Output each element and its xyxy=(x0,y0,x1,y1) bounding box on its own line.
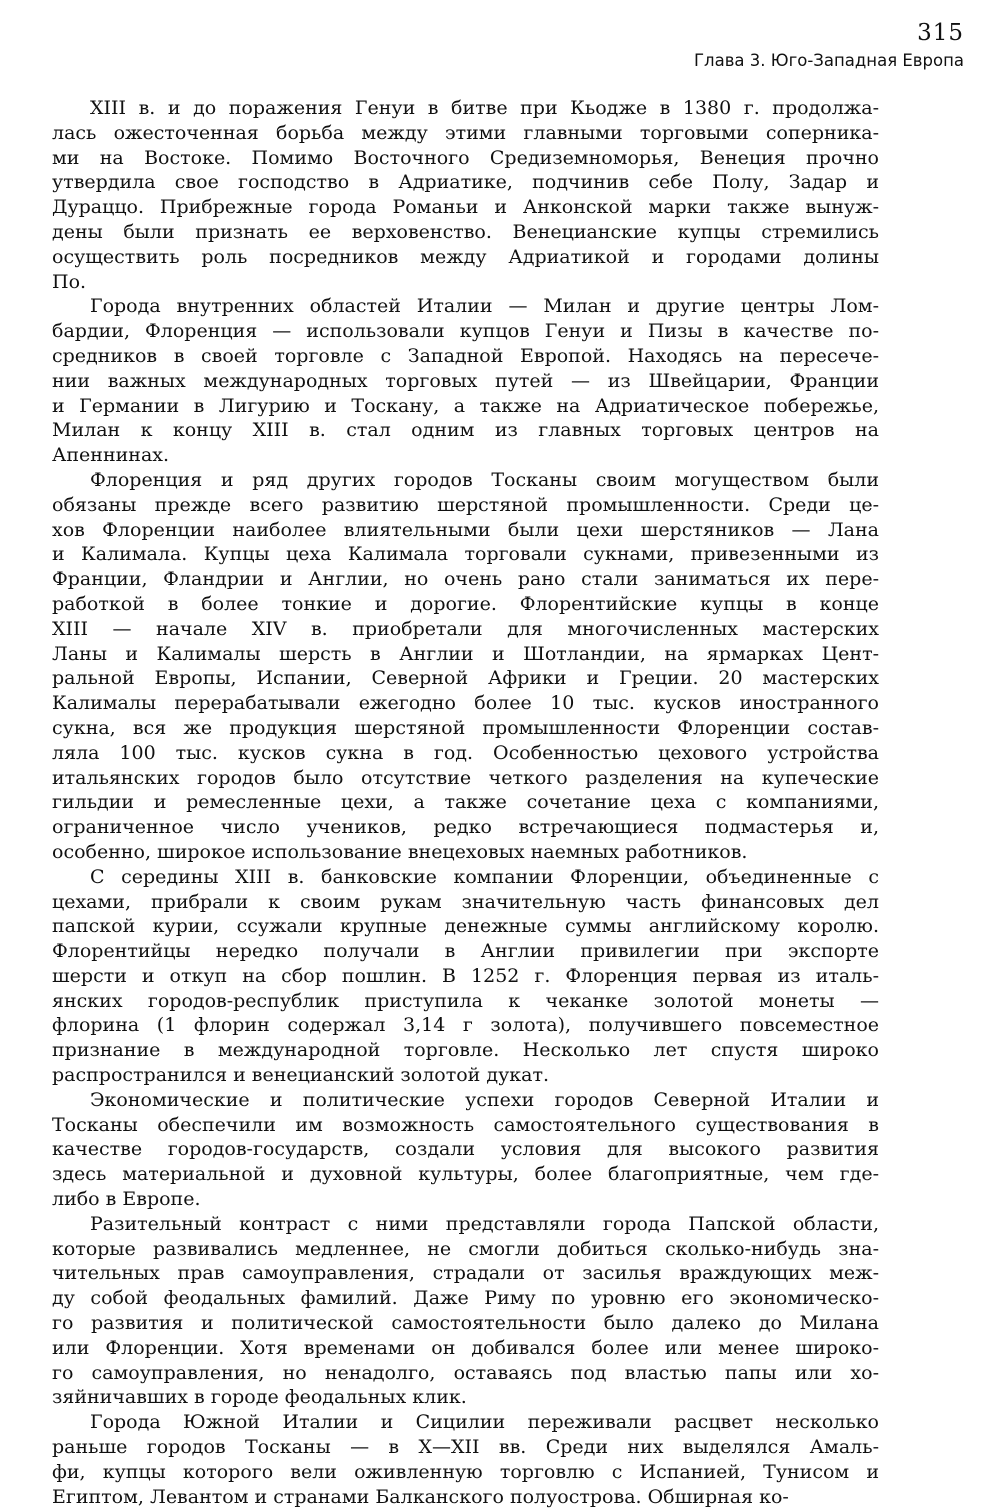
text-line: Города Южной Италии и Сицилии переживали расцвет несколько xyxy=(90,1411,879,1434)
text-line: Ланы и Калималы шерсть в Англии и Шотландии, на ярмарках Цент- xyxy=(52,642,879,665)
page-number: 315 xyxy=(917,20,964,46)
text-line: папской курии, ссужали крупные денежные суммы английскому королю. xyxy=(52,915,879,938)
text-line: качестве городов-государств, создали условия для высокого развития xyxy=(52,1138,879,1161)
text-line: дены были признать ее верховенство. Венецианские купцы стремились xyxy=(52,220,879,243)
text-line: ляла 100 тыс. кусков сукна в год. Особенностью цехового устройства xyxy=(52,741,879,764)
text-line: сукна, вся же продукция шерстяной промышленности Флоренции состав- xyxy=(52,716,879,739)
text-line: цехами, прибрали к своим рукам значительную часть финансовых дел xyxy=(52,890,879,913)
text-line: которые развивались медленнее, не смогли добиться сколько-нибудь зна- xyxy=(52,1237,879,1260)
text-line: здесь материальной и духовной культуры, более благоприятные, чем где- xyxy=(52,1163,879,1186)
paragraph xyxy=(52,1212,879,1410)
text-line: Франции, Фландрии и Англии, но очень рано стали заниматься их пере- xyxy=(52,568,879,591)
text-line: гильдии и ремесленные цехи, а также сочетание цеха с компаниями, xyxy=(52,791,879,814)
text-line: Египтом, Левантом и странами Балканского полуострова. Обширная ко- xyxy=(52,1485,789,1508)
text-line: Экономические и политические успехи городов Северной Италии и xyxy=(90,1088,879,1111)
text-line: осуществить роль посредников между Адриатикой и городами долины xyxy=(52,245,879,268)
text-line: Милан к концу XIII в. стал одним из главных торговых центров на xyxy=(52,419,879,442)
text-line: хов Флоренции наиболее влиятельными были цехи шерстяников — Лана xyxy=(52,518,879,541)
text-line: С середины XIII в. банковские компании Флоренции, объединенные с xyxy=(90,865,879,888)
text-line: средников в своей торговле с Западной Европой. Находясь на пересече- xyxy=(52,344,879,367)
running-head: Глава 3. Юго-Западная Европа xyxy=(693,51,964,70)
text-line: зяйничавших в городе феодальных клик. xyxy=(52,1386,467,1409)
paragraph xyxy=(52,1410,879,1509)
text-line: Разительный контраст с ними представляли города Папской области, xyxy=(90,1212,879,1235)
text-line: Флорентийцы нередко получали в Англии привилегии при экспорте xyxy=(52,940,879,963)
text-line: распространился и венецианский золотой дукат. xyxy=(52,1064,550,1087)
paragraph xyxy=(52,865,879,1088)
text-line: утвердила свое господство в Адриатике, подчинив себе Полу, Задар и xyxy=(52,171,879,194)
text-line: флорина (1 флорин содержал 3,14 г золота), получившего повсеместное xyxy=(52,1014,879,1037)
text-line: обязаны прежде всего развитию шерстяной промышленности. Среди це- xyxy=(52,493,879,516)
text-line: итальянских городов было отсутствие четкого разделения на купеческие xyxy=(52,766,879,789)
text-line: и Германии в Лигурию и Тоскану, а также на Адриатическое побережье, xyxy=(52,394,879,417)
text-line: Города внутренних областей Италии — Милан и другие центры Лом- xyxy=(90,295,879,318)
paragraph xyxy=(52,96,879,294)
text-line: либо в Европе. xyxy=(52,1188,201,1211)
paragraph xyxy=(52,468,879,865)
paragraph xyxy=(52,1088,879,1212)
text-line: Флоренция и ряд других городов Тосканы своим могуществом были xyxy=(90,468,879,491)
text-line: работкой в более тонкие и дорогие. Флорентийские купцы в конце xyxy=(52,592,879,615)
paragraph xyxy=(52,294,879,468)
text-line: раньше городов Тосканы — в X—XII вв. Среди них выделялся Амаль- xyxy=(52,1436,879,1459)
text-line: фи, купцы которого вели оживленную торговлю с Испанией, Тунисом и xyxy=(52,1460,879,1483)
body-text xyxy=(52,96,879,1509)
text-line: го развития и политической самостоятельности было далеко до Милана xyxy=(52,1312,879,1335)
text-line: ограниченное число учеников, редко встречающиеся подмастерья и, xyxy=(52,816,879,839)
text-line: ми на Востоке. Помимо Восточного Средиземноморья, Венеция прочно xyxy=(52,146,879,169)
text-line: особенно, широкое использование внецеховых наемных работников. xyxy=(52,840,748,863)
text-line: лась ожесточенная борьба между этими главными торговыми соперника- xyxy=(52,121,879,144)
text-line: го самоуправления, но ненадолго, оставаясь под властью папы или хо- xyxy=(52,1361,879,1384)
text-line: бардии, Флоренция — использовали купцов Генуи и Пизы в качестве по- xyxy=(52,320,879,343)
text-line: признание в международной торговле. Несколько лет спустя широко xyxy=(52,1039,879,1062)
text-line: и Калимала. Купцы цеха Калимала торговали сукнами, привезенными из xyxy=(52,543,879,566)
text-line: Дураццо. Прибрежные города Романьи и Анконской марки также вынуж- xyxy=(52,196,879,219)
text-line: Тосканы обеспечили им возможность самостоятельного существования в xyxy=(52,1113,879,1136)
text-line: или Флоренции. Хотя временами он добивался более или менее широко- xyxy=(52,1336,879,1359)
text-line: янских городов-республик приступила к чеканке золотой монеты — xyxy=(52,989,879,1012)
text-line: ральной Европы, Испании, Северной Африки и Греции. 20 мастерских xyxy=(52,667,879,690)
text-line: шерсти и откуп на сбор пошлин. В 1252 г. Флоренция первая из италь- xyxy=(52,964,879,987)
text-line: XIII — начале XIV в. приобретали для многочисленных мастерских xyxy=(52,617,879,640)
text-line: чительных прав самоуправления, страдали от засилья враждующих меж- xyxy=(52,1262,879,1285)
text-line: ду собой феодальных фамилий. Даже Риму по уровню его экономическо- xyxy=(52,1287,879,1310)
text-line: XIII в. и до поражения Генуи в битве при Кьодже в 1380 г. продолжа- xyxy=(90,97,879,119)
text-line: Апеннинах. xyxy=(52,444,170,467)
text-line: нии важных международных торговых путей — из Швейцарии, Франции xyxy=(52,369,879,392)
text-line: Калималы перерабатывали ежегодно более 10 тыс. кусков иностранного xyxy=(52,692,879,715)
text-line: По. xyxy=(52,270,87,293)
